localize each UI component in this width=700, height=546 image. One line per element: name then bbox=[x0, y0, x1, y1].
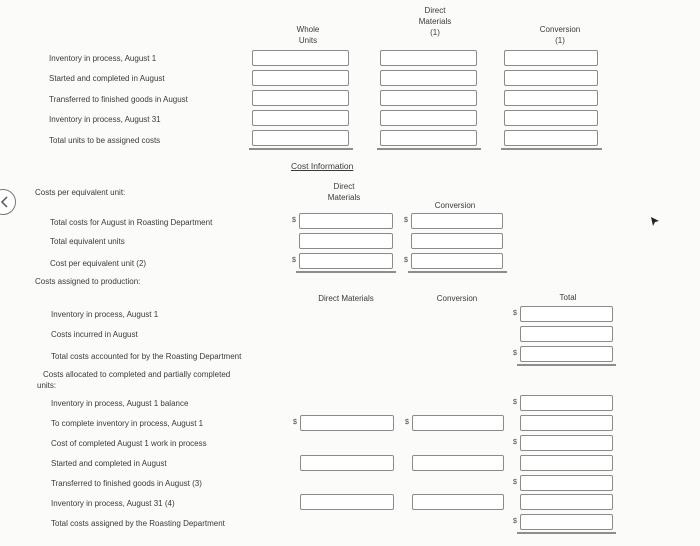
dm-units-input-total[interactable] bbox=[380, 130, 477, 146]
dm-cost-per-unit-input[interactable] bbox=[299, 253, 393, 269]
currency-symbol: $ bbox=[405, 419, 409, 426]
total-costs-assigned-input[interactable] bbox=[520, 514, 613, 530]
row-label-total-costs-assigned: Total costs assigned by the Roasting Department bbox=[51, 519, 225, 528]
row-label-transferred-fg: Transferred to finished goods in August (3) bbox=[51, 479, 202, 488]
row-label-cost-completed-aug1: Cost of completed August 1 work in process bbox=[51, 439, 207, 448]
whole-units-input-transferred[interactable] bbox=[252, 90, 349, 106]
row-label-ca-costs-incurred: Costs incurred in August bbox=[51, 330, 138, 339]
row-label-inventory-aug1-balance: Inventory in process, August 1 balance bbox=[51, 399, 189, 408]
row-label-total-equivalent-units: Total equivalent units bbox=[50, 237, 125, 246]
row-label-inventory-aug1: Inventory in process, August 1 bbox=[49, 54, 157, 63]
conv-total-costs-input[interactable] bbox=[411, 213, 503, 229]
conv-inventory-aug31-input[interactable] bbox=[412, 494, 504, 510]
dm-units-input-started-completed[interactable] bbox=[380, 70, 477, 86]
dm-to-complete-input[interactable] bbox=[300, 415, 394, 431]
total-accounted-underline bbox=[517, 364, 616, 366]
header-conversion: Conversion (1) bbox=[539, 25, 581, 45]
costs-assigned-title: Costs assigned to production: bbox=[35, 277, 141, 286]
header-whole-units: Whole Units bbox=[296, 25, 320, 45]
row-label-transferred: Transferred to finished goods in August bbox=[49, 95, 188, 104]
total-assigned-underline bbox=[517, 532, 616, 534]
total-cost-completed-aug1-input[interactable] bbox=[520, 435, 613, 451]
row-label-total-units: Total units to be assigned costs bbox=[49, 136, 161, 145]
row-label-total-costs-august: Total costs for August in Roasting Department bbox=[50, 218, 213, 227]
total-aug1-balance-input[interactable] bbox=[520, 395, 613, 411]
allocated-label-line2: units: bbox=[37, 381, 57, 390]
currency-symbol: $ bbox=[513, 518, 517, 525]
whole-units-input-started-completed[interactable] bbox=[252, 70, 349, 86]
conv-to-complete-input[interactable] bbox=[412, 415, 504, 431]
row-label-started-completed: Started and completed in August bbox=[49, 74, 165, 83]
total-costs-incurred-input[interactable] bbox=[520, 326, 613, 342]
currency-symbol: $ bbox=[513, 350, 517, 357]
whole-units-total-underline bbox=[249, 148, 353, 150]
dm-units-input-inventory-aug1[interactable] bbox=[380, 50, 477, 66]
currency-symbol: $ bbox=[513, 479, 517, 486]
row-label-inventory-aug31: Inventory in process, August 31 (4) bbox=[51, 499, 175, 508]
chevron-left-icon bbox=[0, 196, 8, 208]
allocated-label-line1: Costs allocated to completed and partially completed bbox=[43, 370, 231, 379]
currency-symbol: $ bbox=[513, 310, 517, 317]
total-to-complete-input[interactable] bbox=[520, 415, 613, 431]
total-costs-accounted-input[interactable] bbox=[520, 346, 613, 362]
total-transferred-fg-input[interactable] bbox=[520, 475, 613, 491]
header-direct-materials: Direct Materials (1) bbox=[418, 6, 452, 37]
total-inventory-aug31-input[interactable] bbox=[520, 494, 613, 510]
dm-units-total-underline bbox=[377, 148, 481, 150]
mouse-cursor-icon bbox=[650, 216, 660, 228]
dm-cost-per-unit-underline bbox=[296, 271, 396, 273]
row-label-to-complete-inventory: To complete inventory in process, August 1 bbox=[51, 419, 204, 428]
conv-units-input-transferred[interactable] bbox=[504, 90, 598, 106]
row-label-ca-total-accounted: Total costs accounted for by the Roasting Department bbox=[51, 352, 242, 361]
whole-units-input-total[interactable] bbox=[252, 130, 349, 146]
conv-started-completed-input[interactable] bbox=[412, 455, 504, 471]
whole-units-input-inventory-aug1[interactable] bbox=[252, 50, 349, 66]
currency-symbol: $ bbox=[404, 257, 408, 264]
header-cpe-conversion: Conversion bbox=[434, 201, 476, 210]
conv-equivalent-units-input[interactable] bbox=[411, 233, 503, 249]
conv-cost-per-unit-underline bbox=[408, 271, 507, 273]
conv-units-total-underline bbox=[501, 148, 602, 150]
header-ca-total: Total bbox=[559, 293, 577, 302]
conv-units-input-inventory-aug31[interactable] bbox=[504, 110, 598, 126]
currency-symbol: $ bbox=[292, 257, 296, 264]
currency-symbol: $ bbox=[513, 399, 517, 406]
currency-symbol: $ bbox=[513, 439, 517, 446]
total-started-completed-input[interactable] bbox=[520, 455, 613, 471]
header-ca-conversion: Conversion bbox=[436, 294, 478, 303]
dm-equivalent-units-input[interactable] bbox=[299, 233, 393, 249]
dm-inventory-aug31-input[interactable] bbox=[300, 494, 394, 510]
row-label-ca-inventory-aug1: Inventory in process, August 1 bbox=[51, 310, 159, 319]
conv-cost-per-unit-input[interactable] bbox=[411, 253, 503, 269]
conv-units-input-started-completed[interactable] bbox=[504, 70, 598, 86]
currency-symbol: $ bbox=[292, 217, 296, 224]
conv-units-input-total[interactable] bbox=[504, 130, 598, 146]
row-label-inventory-aug31: Inventory in process, August 31 bbox=[49, 115, 161, 124]
row-label-cost-per-equivalent-unit: Cost per equivalent unit (2) bbox=[50, 259, 147, 268]
header-ca-direct-materials: Direct Materials bbox=[318, 294, 374, 303]
total-inventory-aug1-input[interactable] bbox=[520, 306, 613, 322]
cost-information-link[interactable]: Cost Information bbox=[291, 161, 354, 171]
header-cpe-direct-materials: Direct Materials bbox=[327, 182, 361, 202]
costs-per-equivalent-unit-title: Costs per equivalent unit: bbox=[35, 188, 126, 197]
dm-units-input-transferred[interactable] bbox=[380, 90, 477, 106]
dm-started-completed-input[interactable] bbox=[300, 455, 394, 471]
dm-total-costs-input[interactable] bbox=[299, 213, 393, 229]
previous-arrow-button[interactable] bbox=[0, 189, 16, 215]
row-label-started-completed-aug: Started and completed in August bbox=[51, 459, 167, 468]
conv-units-input-inventory-aug1[interactable] bbox=[504, 50, 598, 66]
dm-units-input-inventory-aug31[interactable] bbox=[380, 110, 477, 126]
whole-units-input-inventory-aug31[interactable] bbox=[252, 110, 349, 126]
currency-symbol: $ bbox=[293, 419, 297, 426]
currency-symbol: $ bbox=[404, 217, 408, 224]
